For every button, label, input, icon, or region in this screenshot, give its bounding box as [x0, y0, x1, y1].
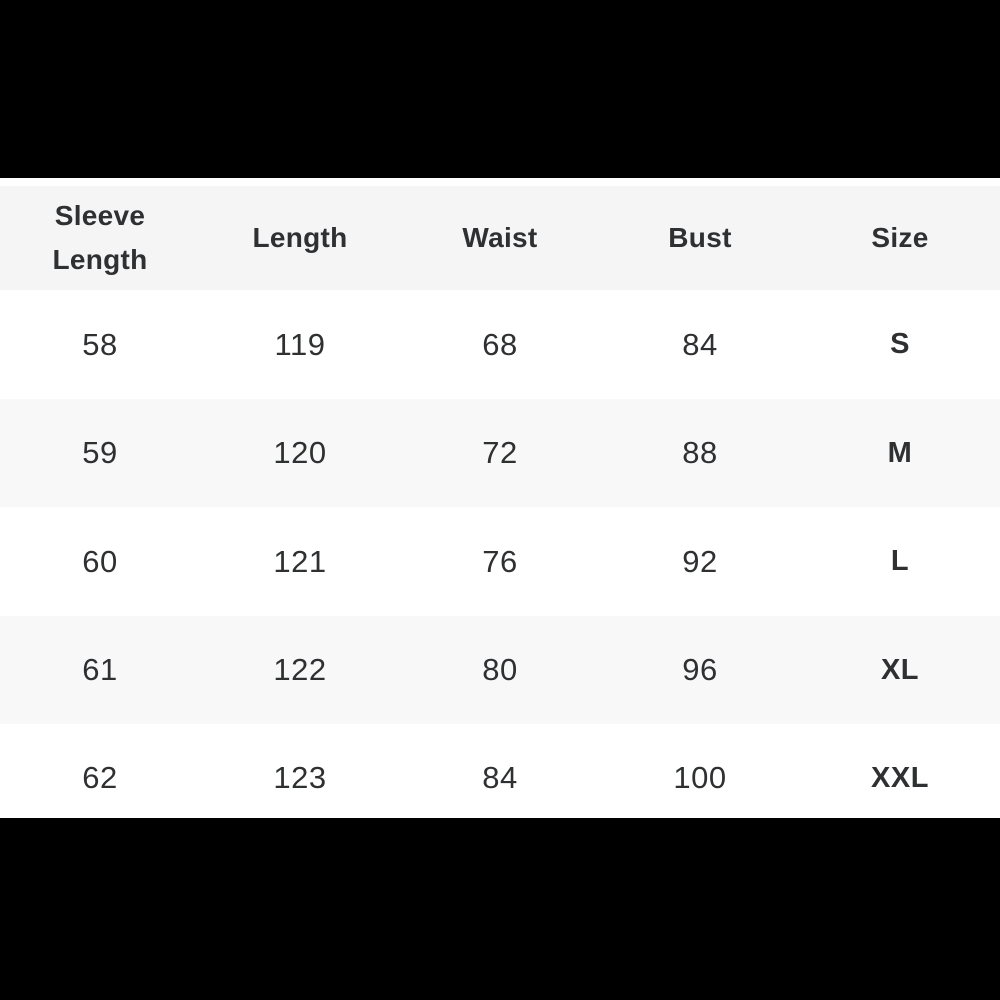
- column-header-label: Bust: [668, 222, 732, 253]
- table-cell: 72: [482, 435, 518, 470]
- table-cell: 100: [673, 760, 727, 795]
- column-header-size: [800, 216, 1000, 260]
- size-chart-panel: [0, 178, 1000, 818]
- table-row: [0, 290, 1000, 399]
- column-header-label: Size: [871, 222, 929, 253]
- size-cell: XXL: [871, 761, 929, 794]
- table-body: [0, 290, 1000, 818]
- column-header-waist: [400, 216, 600, 260]
- table-row: [0, 399, 1000, 507]
- table-cell: 68: [482, 326, 518, 362]
- column-header-length: [200, 216, 400, 260]
- table-cell: 59: [82, 435, 118, 470]
- table-cell: 119: [274, 326, 326, 362]
- table-cell: 84: [482, 760, 518, 795]
- table-cell: 120: [273, 435, 327, 470]
- size-cell: XL: [880, 653, 920, 686]
- table-cell: 76: [482, 543, 518, 579]
- table-cell: 80: [482, 652, 518, 687]
- size-cell: L: [890, 545, 910, 577]
- table-cell: 92: [682, 543, 718, 579]
- table-header-row: [0, 186, 1000, 290]
- table-cell: 62: [82, 760, 118, 795]
- size-cell: M: [887, 436, 913, 469]
- column-header-label: Sleeve Length: [52, 200, 148, 275]
- table-cell: 121: [273, 543, 327, 579]
- column-header-label: Waist: [462, 222, 538, 253]
- table-cell: 84: [682, 326, 718, 362]
- table-cell: 88: [682, 435, 718, 470]
- column-header-label: Length: [252, 222, 348, 253]
- top-black-bar: [0, 0, 1000, 178]
- table-cell: 122: [273, 652, 327, 687]
- size-cell: S: [890, 328, 910, 360]
- bottom-black-bar: [0, 818, 1000, 1000]
- size-chart-table: [0, 186, 1000, 818]
- table-cell: 96: [682, 652, 718, 687]
- table-cell: 60: [82, 543, 118, 579]
- table-cell: 123: [273, 760, 327, 795]
- table-row: [0, 616, 1000, 724]
- table-row: [0, 507, 1000, 616]
- table-cell: 61: [82, 652, 118, 687]
- column-header-sleeve-length: [0, 194, 200, 282]
- table-cell: 58: [82, 326, 118, 362]
- column-header-bust: [600, 216, 800, 260]
- table-row: [0, 724, 1000, 818]
